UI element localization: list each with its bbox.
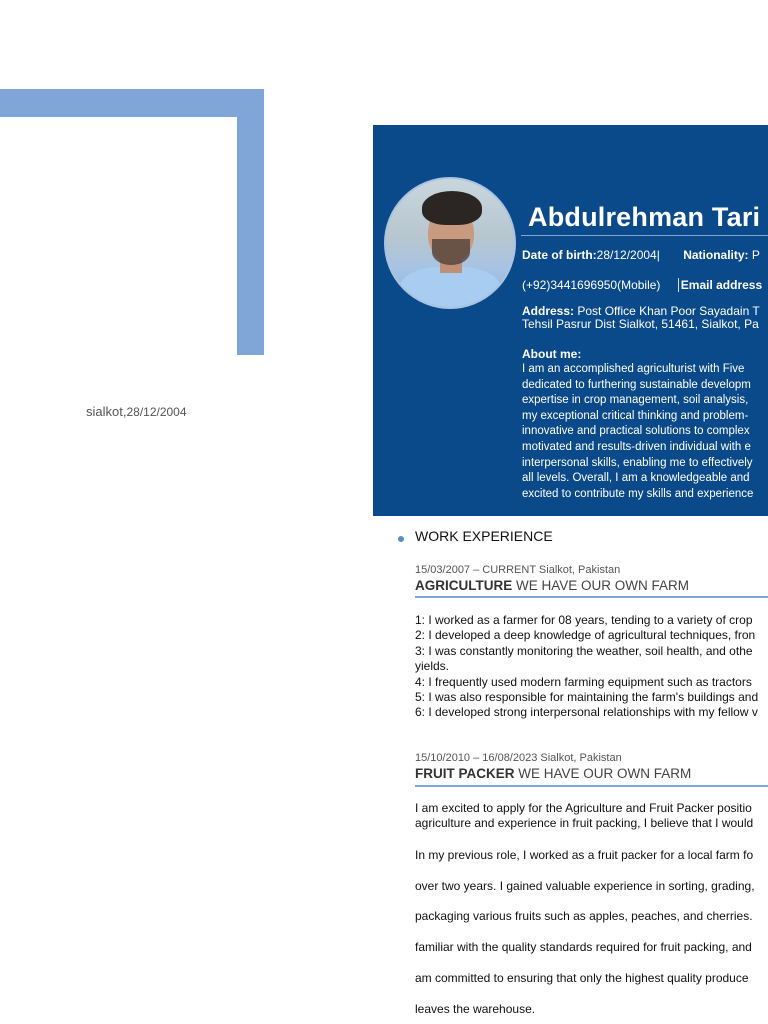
duty-line: yields. xyxy=(415,659,450,674)
about-line: expertise in crop management, soil analysis, xyxy=(522,394,749,407)
candidate-name: Abdulrehman Tari xyxy=(528,202,761,232)
about-line: motivated and results-driven individual with e xyxy=(522,440,751,453)
duty-line: 5: I was also responsible for maintaining the farm's buildings and xyxy=(415,689,759,704)
profile-photo xyxy=(384,177,516,309)
job-2-meta: 15/10/2010 – 16/08/2023 Sialkot, Pakistan xyxy=(415,752,622,764)
job-2-line: packaging various fruits such as apples, peaches, and cherries. xyxy=(415,909,753,923)
job-2-employer: WE HAVE OUR OWN FARM xyxy=(518,766,692,781)
dob-separator: | xyxy=(656,248,660,262)
about-line: I am an accomplished agriculturist with Five xyxy=(522,363,745,375)
signoff xyxy=(86,404,187,419)
email-label: Email address xyxy=(678,278,762,292)
cv-header xyxy=(373,125,768,516)
contact-line xyxy=(522,278,762,292)
job-2-divider xyxy=(415,785,768,787)
duty-line: 6: I developed strong interpersonal relationships with my fellow v xyxy=(415,705,758,720)
about-heading: About me: xyxy=(522,347,582,361)
decorative-bracket-side xyxy=(237,89,264,355)
job-2-line: leaves the warehouse. xyxy=(415,1002,536,1016)
job-1-meta: 15/03/2007 – CURRENT Sialkot, Pakistan xyxy=(415,564,621,576)
about-line: excited to contribute my skills and experience xyxy=(522,487,754,500)
job-1-heading xyxy=(415,578,689,593)
job-1-divider xyxy=(415,596,768,598)
duty-line: 4: I frequently used modern farming equipment such as tractors xyxy=(415,674,752,689)
job-1-title: AGRICULTURE xyxy=(415,578,513,593)
address-line-1: Post Office Khan Poor Sayadain T xyxy=(577,304,760,318)
job-2-line: am committed to ensuring that only the highest quality produce xyxy=(415,971,749,985)
job-1-duties xyxy=(415,613,758,721)
address-label: Address: xyxy=(522,304,575,318)
dob-value: 28/12/2004 xyxy=(596,248,657,262)
about-line: all levels. Overall, I am a knowledgeable and xyxy=(522,472,750,485)
job-2-line: over two years. I gained valuable experience in sorting, grading, xyxy=(415,879,755,893)
intro-line: agriculture and experience in fruit packing, I believe that I would xyxy=(415,816,754,831)
job-2-heading xyxy=(415,766,691,781)
about-line: interpersonal skills, enabling me to effectively xyxy=(522,456,753,469)
about-line: my exceptional critical thinking and problem- xyxy=(522,409,749,422)
intro-line: I am excited to apply for the Agriculture and Fruit Packer positio xyxy=(415,801,752,815)
decorative-bracket-top xyxy=(0,89,264,117)
duty-line: 1: I worked as a farmer for 08 years, tending to a variety of crop xyxy=(415,613,753,627)
phone-number: (+92)3441696950(Mobile) xyxy=(522,278,661,292)
job-2-line: familiar with the quality standards required for fruit packing, and xyxy=(415,940,752,954)
section-bullet xyxy=(398,536,404,542)
nationality-label: Nationality: xyxy=(683,248,749,262)
nationality-value: P xyxy=(751,248,760,262)
about-line: innovative and practical solutions to complex xyxy=(522,425,750,438)
work-experience-heading: WORK EXPERIENCE xyxy=(415,528,553,544)
job-2-title: FRUIT PACKER xyxy=(415,766,515,781)
signoff-place: sialkot, xyxy=(86,404,127,419)
job-2-line: In my previous role, I worked as a fruit packer for a local farm fo xyxy=(415,848,754,862)
signoff-date: 28/12/2004 xyxy=(126,405,187,419)
duty-line: 3: I was constantly monitoring the weather, soil health, and othe xyxy=(415,643,753,658)
address-line-2: Tehsil Pasrur Dist Sialkot, 51461, Sialkot, Pa xyxy=(522,317,759,331)
job-2-intro xyxy=(415,801,753,832)
address-block xyxy=(522,305,760,331)
about-line: dedicated to furthering sustainable developm xyxy=(522,378,751,391)
name-divider xyxy=(521,235,768,236)
dob-line xyxy=(522,248,760,262)
duty-line: 2: I developed a deep knowledge of agricultural techniques, fron xyxy=(415,628,756,643)
dob-label: Date of birth: xyxy=(522,248,597,262)
job-1-employer: WE HAVE OUR OWN FARM xyxy=(516,578,690,593)
about-text xyxy=(522,362,753,502)
